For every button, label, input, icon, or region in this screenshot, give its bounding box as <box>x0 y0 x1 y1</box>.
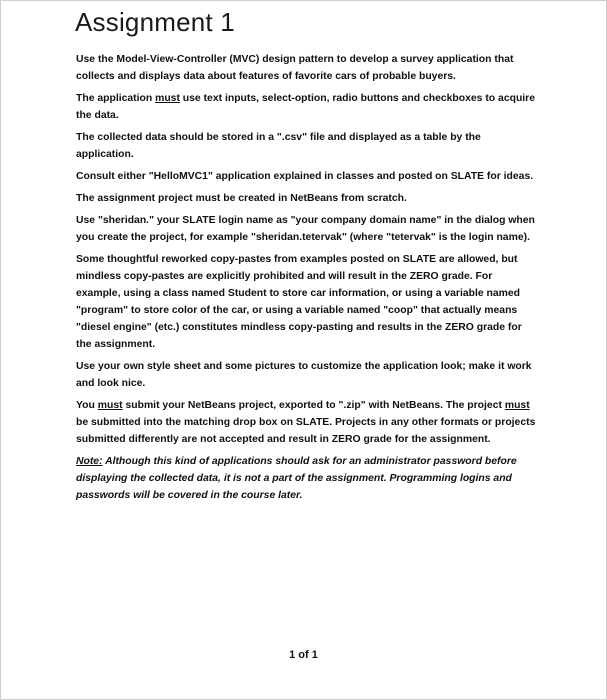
note-label: Note: <box>76 456 103 467</box>
paragraph-submit-c: submit your NetBeans project, exported to ".zip" with NetBeans. The project <box>122 400 505 411</box>
paragraph-submit-a: You <box>76 400 98 411</box>
document-body <box>76 51 538 509</box>
paragraph-csv: The collected data should be stored in a ".csv" file and displayed as a table by the application. <box>76 132 481 160</box>
paragraph-inputs <box>76 90 538 124</box>
must-emphasis-2: must <box>504 400 530 411</box>
paragraph-inputs-post: use text inputs, select-option, radio buttons and checkboxes to acquire the data. <box>76 93 535 121</box>
paragraph-submit <box>76 397 538 448</box>
must-emphasis: must <box>155 93 180 104</box>
document-title: Assignment 1 <box>75 7 235 37</box>
must-emphasis-1: must <box>97 400 123 411</box>
paragraph-netbeans: The assignment project must be created in NetBeans from scratch. <box>76 193 407 204</box>
paragraph-inputs-pre: The application <box>76 93 156 104</box>
page-indicator: 1 of 1 <box>289 649 318 661</box>
paragraph-mvc: Use the Model-View-Controller (MVC) design pattern to develop a survey application that collects and displays data about features of favorite cars of probable buyers. <box>76 54 514 82</box>
paragraph-domain: Use "sheridan." your SLATE login name as "your company domain name" in the dialog when you create the project, for example "sheridan.tetervak" (where "tetervak" is the login name). <box>76 215 535 243</box>
paragraph-copy-paste: Some thoughtful reworked copy-pastes from examples posted on SLATE are allowed, but mindless copy-pastes are explicitly prohibited and will result in the ZERO grade. For example, using a class named Student to store car information, or using a variable named "program" to store color of the car, or using a variable named "coop" that actually means "diesel engine" (etc.) constitutes mindless copy-pasting and results in the ZERO grade for the assignment. <box>76 254 522 350</box>
paragraph-consult: Consult either "HelloMVC1" application explained in classes and posted on SLATE for ideas. <box>76 171 534 182</box>
paragraph-submit-e: be submitted into the matching drop box on SLATE. Projects in any other formats or projects submitted differently are not accepted and result in ZERO grade for the assignment. <box>76 417 536 445</box>
note-text: Although this kind of applications should ask for an administrator password before displaying the collected data, it is not a part of the assignment. Programming logins and passwords will be covered in the course later. <box>76 456 517 501</box>
paragraph-style: Use your own style sheet and some pictures to customize the application look; make it work and look nice. <box>76 361 532 389</box>
paragraph-note <box>76 453 538 504</box>
